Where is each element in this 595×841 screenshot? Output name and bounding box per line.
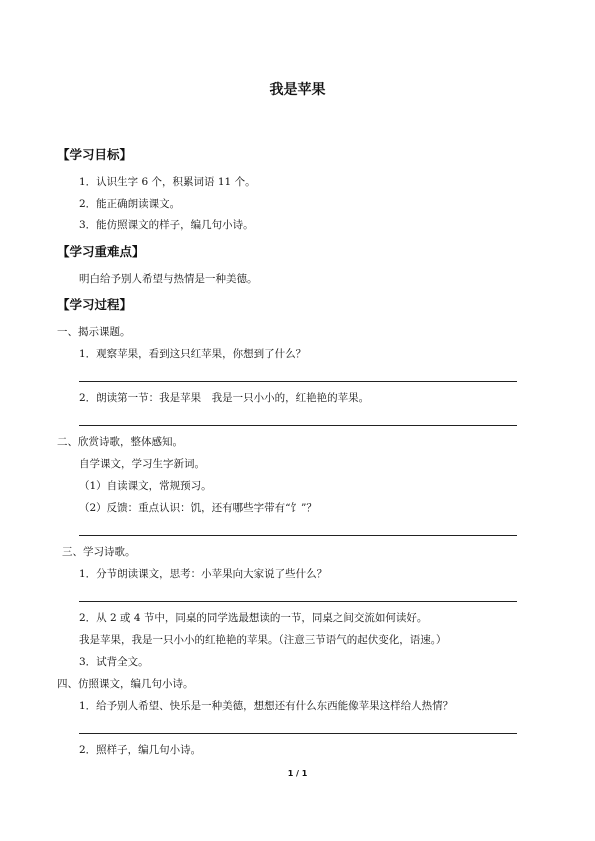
step-2-line-1: 自学课文，学习生字新词。 bbox=[79, 458, 205, 470]
answer-line[interactable] bbox=[79, 425, 517, 426]
answer-line[interactable] bbox=[79, 601, 517, 602]
step-3-question-3: 3．试背全文。 bbox=[79, 656, 149, 668]
step-3-question-2: 2．从 2 或 4 节中，同桌的同学选最想读的一节，同桌之间交流如何读好。 bbox=[79, 612, 428, 624]
key-points-text: 明白给予别人希望与热情是一种美德。 bbox=[79, 273, 258, 285]
step-3-question-1: 1．分节朗读课文，思考：小苹果向大家说了些什么？ bbox=[79, 568, 328, 580]
page-title: 我是苹果 bbox=[269, 82, 326, 98]
section-heading-key-points: 【学习重难点】 bbox=[57, 244, 145, 259]
step-3-heading: 三、学习诗歌。 bbox=[62, 546, 136, 558]
step-1-question-1: 1．观察苹果，看到这只红苹果，你想到了什么？ bbox=[79, 348, 307, 360]
page-number: 1 / 1 bbox=[287, 769, 308, 778]
step-2-line-2: （1）自读课文，常规预习。 bbox=[79, 480, 212, 492]
step-3-line-1: 我是苹果，我是一只小小的红艳艳的苹果。（注意三节语气的起伏变化，语速。） bbox=[79, 634, 447, 646]
step-2-heading: 二、欣赏诗歌，整体感知。 bbox=[57, 436, 183, 448]
answer-line[interactable] bbox=[79, 733, 517, 734]
step-4-heading: 四、仿照课文，编几句小诗。 bbox=[57, 678, 194, 690]
goal-item-3: 3．能仿照课文的样子，编几句小诗。 bbox=[79, 219, 254, 231]
step-1-heading: 一、揭示课题。 bbox=[57, 326, 131, 338]
step-2-line-3: （2）反馈：重点认识：饥，还有哪些字带有“饣”？ bbox=[79, 502, 317, 514]
answer-line[interactable] bbox=[79, 535, 517, 536]
step-4-question-2: 2．照样子，编几句小诗。 bbox=[79, 744, 202, 756]
answer-line[interactable] bbox=[79, 381, 517, 382]
step-1-question-2: 2．朗读第一节：我是苹果 我是一只小小的，红艳艳的苹果。 bbox=[79, 392, 370, 404]
goal-item-2: 2．能正确朗读课文。 bbox=[79, 198, 181, 210]
section-heading-process: 【学习过程】 bbox=[57, 297, 133, 312]
step-4-question-1: 1．给予别人希望、快乐是一种美德，想想还有什么东西能像苹果这样给人热情？ bbox=[79, 700, 454, 712]
section-heading-goals: 【学习目标】 bbox=[57, 147, 133, 162]
goal-item-1: 1．认识生字 6 个，积累词语 11 个。 bbox=[79, 176, 256, 188]
